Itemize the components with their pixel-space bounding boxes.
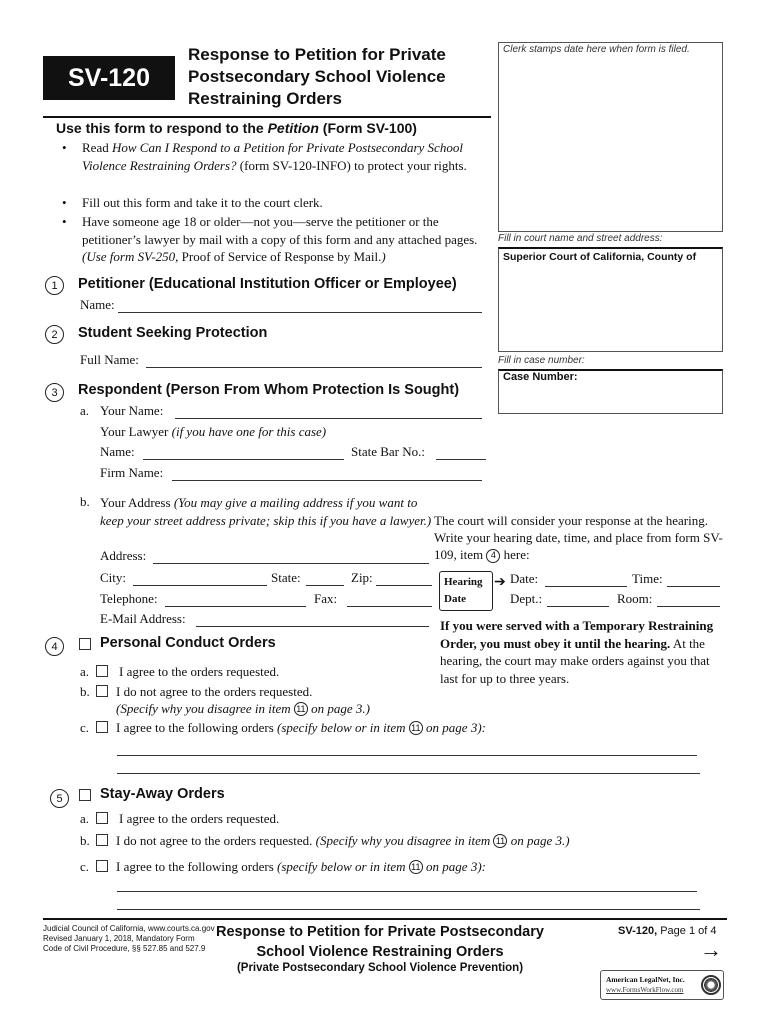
- hearing-dept-field[interactable]: [547, 593, 609, 607]
- firm-name-field[interactable]: [172, 467, 482, 481]
- city-field[interactable]: [133, 572, 267, 586]
- clerk-stamp-box: [498, 42, 723, 232]
- orders-detail-field[interactable]: [117, 760, 700, 774]
- legalnet-logo[interactable]: American LegalNet, Inc. www.FormsWorkFlow.com: [600, 970, 724, 1000]
- form-number-badge: SV-120: [43, 56, 175, 100]
- lawyer-name-field[interactable]: [143, 446, 344, 460]
- agree-label: I agree to the orders requested.: [119, 664, 280, 679]
- item-letter: a.: [80, 811, 90, 826]
- student-name-label: Full Name:: [80, 352, 139, 367]
- clerk-note: Clerk stamps date here when form is filed.: [503, 44, 690, 55]
- email-field[interactable]: [196, 613, 429, 627]
- telephone-field[interactable]: [165, 593, 306, 607]
- disagree-checkbox[interactable]: [96, 685, 108, 697]
- disagree-note: (Specify why you disagree in item 11 on page 3.): [116, 701, 370, 716]
- section-title-personal-conduct: Personal Conduct Orders: [100, 635, 276, 651]
- petitioner-name-label: Name:: [80, 297, 115, 312]
- bullet-icon: •: [62, 195, 67, 210]
- bullet-icon: •: [62, 140, 67, 155]
- intro-heading: Use this form to respond to the Petition (Form SV-100): [56, 120, 417, 136]
- item-letter: b.: [80, 833, 90, 848]
- case-number-label: Case Number:: [503, 371, 578, 383]
- agree-following-checkbox[interactable]: [96, 860, 108, 872]
- zip-field[interactable]: [376, 572, 432, 586]
- item-number-3: 3: [45, 383, 64, 402]
- hearing-instructions: The court will consider your response at the hearing. Write your hearing date, time, and place from form SV-109, item 4 here:: [434, 513, 723, 562]
- intro-bullet-3: Have someone age 18 or older—not you—serve the petitioner or the petitioner’s lawyer by mail with a copy of this form and any attached pages. (Use form SV-250, Proof of Service of Response by Mail.): [82, 214, 478, 265]
- hearing-room-label: Room:: [617, 591, 653, 606]
- page-number: SV-120, Page 1 of 4: [618, 925, 717, 937]
- disagree-checkbox[interactable]: [96, 834, 108, 846]
- city-label: City:: [100, 570, 127, 585]
- item-letter: c.: [80, 720, 90, 735]
- state-field[interactable]: [306, 572, 344, 586]
- section-title-petitioner: Petitioner (Educational Institution Officer or Employee): [78, 276, 457, 292]
- orders-detail-field[interactable]: [117, 878, 697, 892]
- student-name-field[interactable]: [146, 354, 482, 368]
- address-field[interactable]: [153, 550, 429, 564]
- header-divider: [43, 116, 491, 118]
- footer-citation: Judicial Council of California, www.courts.ca.gov Revised January 1, 2018, Mandatory Form Code of Civil Procedure, §§ 527.85 and 527.9: [43, 924, 215, 953]
- agree-following-checkbox[interactable]: [96, 721, 108, 733]
- intro-bullet-2: Fill out this form and take it to the court clerk.: [82, 195, 323, 210]
- orders-detail-field[interactable]: [117, 742, 697, 756]
- arrow-right-icon: ➔: [494, 575, 506, 590]
- hearing-time-label: Time:: [632, 571, 663, 586]
- agree-label: I agree to the orders requested.: [119, 811, 280, 826]
- item-letter: c.: [80, 859, 90, 874]
- item-ref-number: 4: [486, 549, 500, 563]
- hearing-date-tag: Hearing Date: [439, 571, 493, 611]
- footer-divider: [43, 918, 727, 920]
- item-ref-number: 11: [409, 860, 423, 874]
- lawyer-name-label: Name:: [100, 444, 135, 459]
- hearing-time-field[interactable]: [667, 573, 720, 587]
- item-letter: a.: [80, 664, 90, 679]
- next-page-arrow-icon[interactable]: →: [700, 937, 722, 962]
- stay-away-checkbox[interactable]: [79, 789, 91, 801]
- state-label: State:: [271, 570, 301, 585]
- respondent-name-label: Your Name:: [100, 403, 164, 418]
- item-ref-number: 11: [294, 702, 308, 716]
- agree-checkbox[interactable]: [96, 665, 108, 677]
- email-label: E-Mail Address:: [100, 611, 186, 626]
- court-note: Fill in court name and street address:: [498, 233, 663, 244]
- item-ref-number: 11: [493, 834, 507, 848]
- disagree-label: I do not agree to the orders requested.: [116, 684, 313, 699]
- state-bar-field[interactable]: [436, 446, 486, 460]
- globe-icon: [701, 975, 721, 995]
- lawyer-label: Your Lawyer (if you have one for this case): [100, 424, 327, 439]
- telephone-label: Telephone:: [100, 591, 158, 606]
- state-bar-label: State Bar No.:: [351, 444, 426, 459]
- hearing-dept-label: Dept.:: [510, 591, 543, 606]
- address-label: Address:: [100, 548, 147, 563]
- respondent-name-field[interactable]: [175, 405, 482, 419]
- agree-following-label: I agree to the following orders (specify below or in item 11 on page 3):: [116, 720, 486, 735]
- hearing-date-field[interactable]: [545, 573, 627, 587]
- firm-name-label: Firm Name:: [100, 465, 164, 480]
- form-title: Response to Petition for Private Postsecondary School Violence Restraining Orders: [188, 45, 446, 108]
- hearing-date-label: Date:: [510, 571, 539, 586]
- tro-warning: If you were served with a Temporary Restraining Order, you must obey it until the hearing. At the hearing, the court may make orders against you that last for up to three years.: [440, 618, 714, 686]
- case-note: Fill in case number:: [498, 355, 585, 366]
- item-number-5: 5: [50, 789, 69, 808]
- zip-label: Zip:: [351, 570, 373, 585]
- section-title-stay-away: Stay-Away Orders: [100, 786, 225, 802]
- court-title: Superior Court of California, County of: [503, 251, 697, 263]
- item-ref-number: 11: [409, 721, 423, 735]
- footer-title: Response to Petition for Private Postsecondary School Violence Restraining Orders: [216, 924, 544, 960]
- item-letter: b.: [80, 494, 90, 509]
- item-number-4: 4: [45, 637, 64, 656]
- item-number-2: 2: [45, 325, 64, 344]
- fax-field[interactable]: [347, 593, 432, 607]
- hearing-room-field[interactable]: [657, 593, 720, 607]
- fax-label: Fax:: [314, 591, 338, 606]
- item-letter: a.: [80, 403, 90, 418]
- footer-subtitle: (Private Postsecondary School Violence Prevention): [236, 962, 524, 974]
- agree-checkbox[interactable]: [96, 812, 108, 824]
- section-title-respondent: Respondent (Person From Whom Protection Is Sought): [78, 382, 460, 398]
- section-title-student: Student Seeking Protection: [78, 325, 268, 341]
- bullet-icon: •: [62, 214, 67, 229]
- petitioner-name-field[interactable]: [118, 299, 482, 313]
- orders-detail-field[interactable]: [117, 896, 700, 910]
- intro-bullet-1: Read How Can I Respond to a Petition for Private Postsecondary School Violence Restraining Orders? (form SV-120-INFO) to protect your rights.: [82, 140, 467, 173]
- item-letter: b.: [80, 684, 90, 699]
- agree-following-label: I agree to the following orders (specify below or in item 11 on page 3):: [116, 859, 486, 874]
- item-number-1: 1: [45, 276, 64, 295]
- disagree-label: I do not agree to the orders requested. (Specify why you disagree in item 11 on page 3.): [116, 833, 570, 848]
- personal-conduct-checkbox[interactable]: [79, 638, 91, 650]
- address-instructions: Your Address (You may give a mailing address if you want to keep your street address private; skip this if you have a lawyer.): [100, 495, 432, 528]
